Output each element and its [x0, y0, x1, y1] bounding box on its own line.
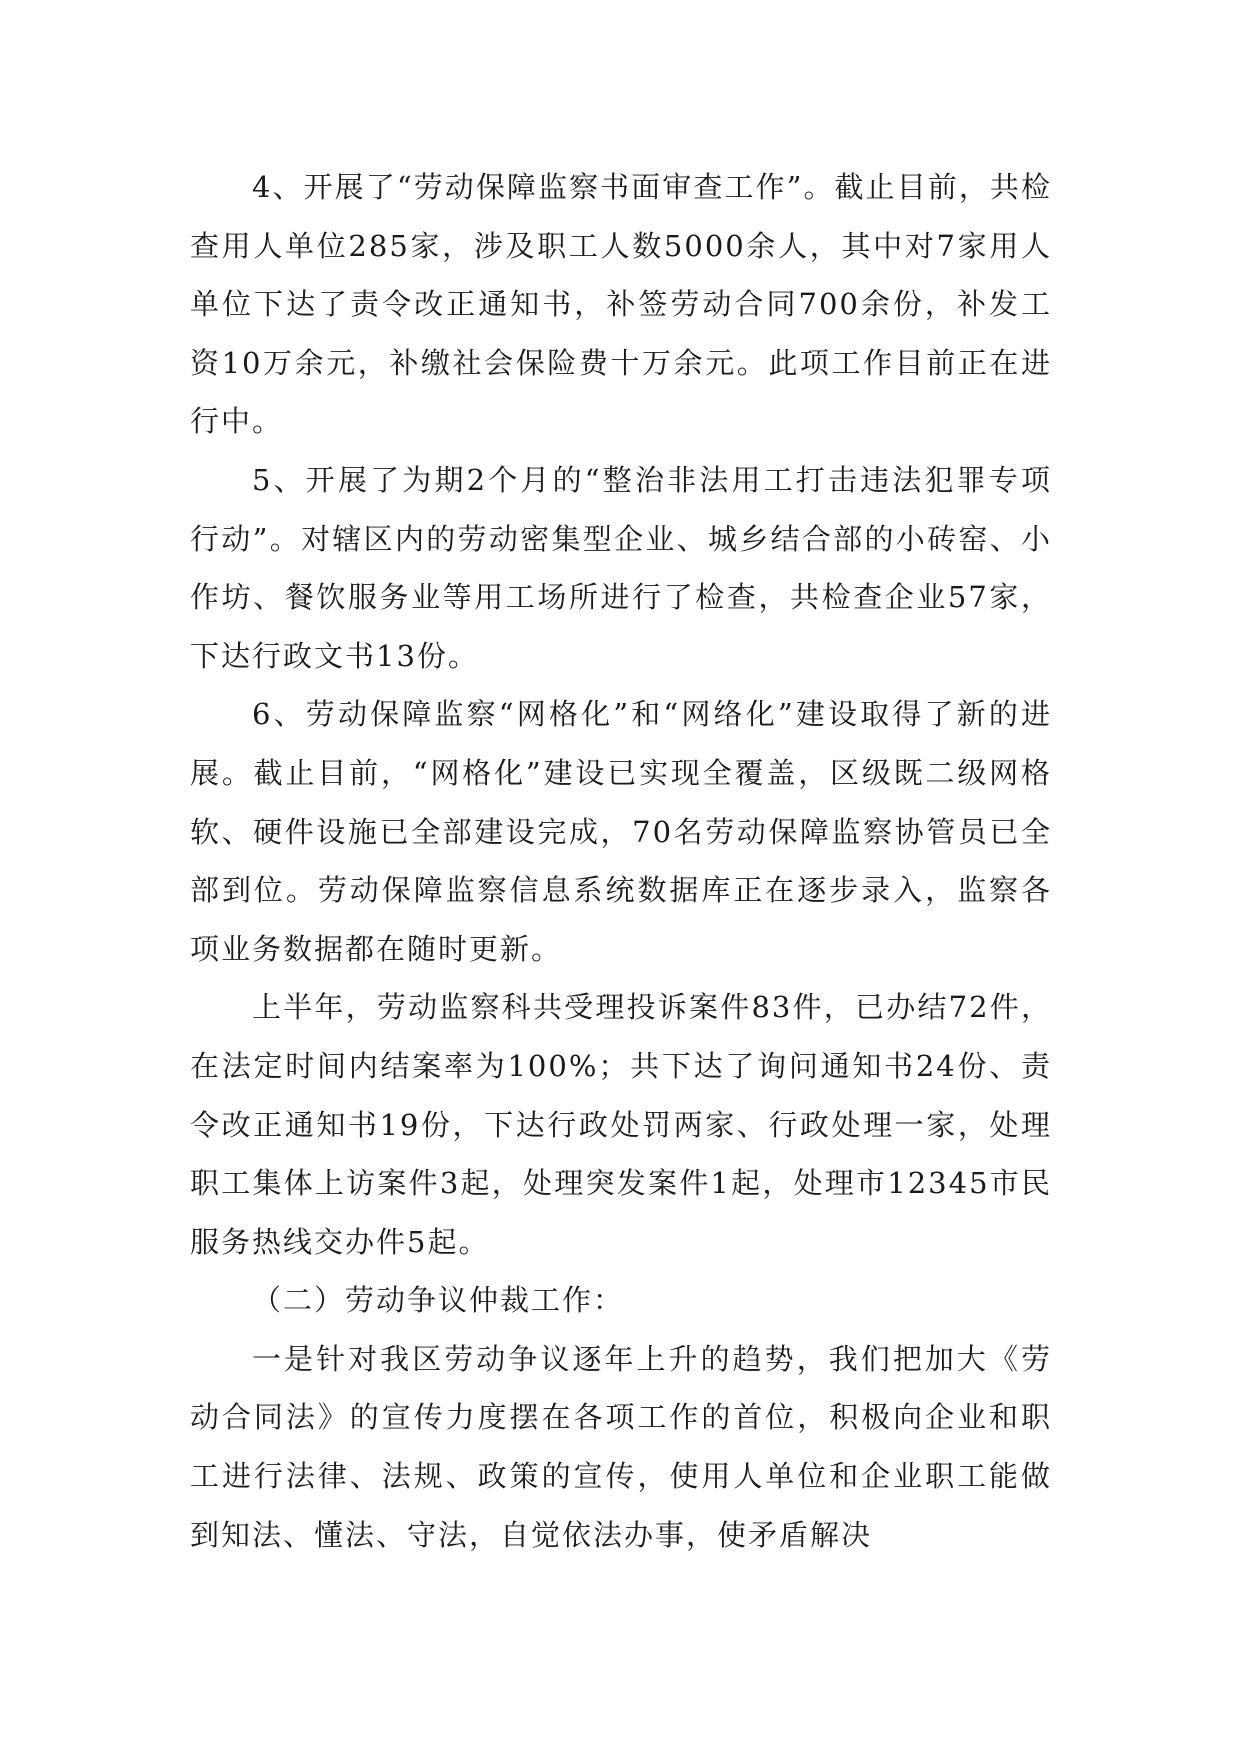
- paragraph-illegal-labor-campaign: 5、开展了为期2个月的“整治非法用工打击违法犯罪专项行动”。对辖区内的劳动密集型企业、城乡结合部的小砖窑、小作坊、餐饮服务业等用工场所进行了检查，共检查企业57家，下达行政文书13份。: [190, 462, 1052, 673]
- paragraph-half-year-summary: 上半年，劳动监察科共受理投诉案件83件，已办结72件，在法定时间内结案率为100%；共下达了询问通知书24份、责令改正通知书19份，下达行政处罚两家、行政处理一家，处理职工集体上访案件3起，处理突发案件1起，处理市12345市民服务热线交办件5起。: [190, 990, 1052, 1259]
- paragraph-written-review: 4、开展了“劳动保障监察书面审查工作”。截止目前，共检查用人单位285家，涉及职工人数5000余人，其中对7家用人单位下达了责令改正通知书，补签劳动合同700余份，补发工资10万余元，补缴社会保险费十万余元。此项工作目前正在进行中。: [190, 170, 1052, 439]
- paragraph-arbitration-publicity: 一是针对我区劳动争议逐年上升的趋势，我们把加大《劳动合同法》的宣传力度摆在各项工作的首位，积极向企业和职工进行法律、法规、政策的宣传，使用人单位和企业职工能做到知法、懂法、守法，自觉依法办事，使矛盾解决: [190, 1341, 1052, 1552]
- section-heading-arbitration: （二）劳动争议仲裁工作：: [252, 1283, 625, 1318]
- paragraph-grid-network-construction: 6、劳动保障监察“网格化”和“网络化”建设取得了新的进展。截止目前，“网格化”建设已实现全覆盖，区级既二级网格软、硬件设施已全部建设完成，70名劳动保障监察协管员已全部到位。劳动保障监察信息系统数据库正在逐步录入，监察各项业务数据都在随时更新。: [190, 697, 1052, 966]
- document-body: [190, 158, 1052, 1564]
